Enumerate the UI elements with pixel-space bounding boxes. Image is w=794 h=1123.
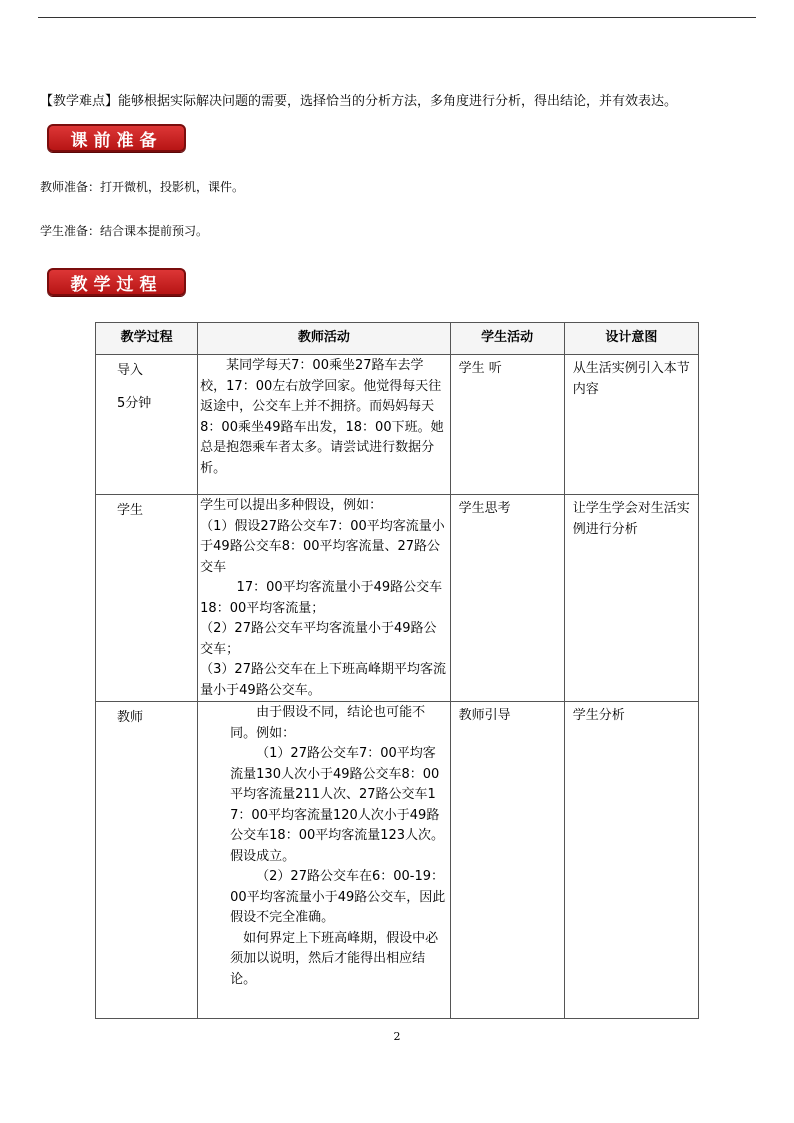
student-activity-cell: 学生思考	[450, 495, 564, 702]
teacher-paragraph: 如何界定上下班高峰期，假设中必须加以说明，然后才能得出相应结论。	[230, 930, 439, 987]
stage-label: 导入	[117, 363, 144, 378]
section-badge-process	[47, 268, 186, 296]
difficulty-label: 【教学难点】	[40, 94, 119, 109]
student-activity-cell: 教师引导	[450, 702, 564, 1019]
design-intent-cell: 学生分析	[564, 702, 698, 1019]
teacher-paragraph: （2）27路公交车平均客流量小于49路公交车；	[200, 621, 437, 657]
stage-cell	[96, 702, 198, 1019]
teacher-paragraph: 由于假设不同，结论也可能不同。例如：	[230, 705, 426, 741]
teaching-process-table	[95, 322, 699, 1019]
header-teacher-activity: 教师活动	[198, 323, 450, 355]
teacher-paragraph: （3）27路公交车在上下班高峰期平均客流量小于49路公交车。	[200, 662, 446, 698]
header-stage: 教学过程	[96, 323, 198, 355]
design-intent-cell: 让学生学会对生活实例进行分析	[564, 495, 698, 702]
teacher-paragraph: 学生可以提出多种假设，例如：	[200, 498, 383, 513]
header-design-intent: 设计意图	[564, 323, 698, 355]
teacher-paragraph: （1）27路公交车7：00平均客流量130人次小于49路公交车8：00平均客流量211人次、27路公交车17：00平均客流量120人次小于49路公交车18：00平均客流量123人次。假设成立。	[230, 746, 445, 864]
stage-cell	[96, 495, 198, 702]
table-row	[96, 702, 699, 1019]
section-title: 课前准备	[70, 130, 163, 151]
teacher-preparation: 教师准备：打开微机，投影机，课件。	[40, 180, 245, 194]
header-student-activity: 学生活动	[450, 323, 564, 355]
difficulty-text: 能够根据实际解决问题的需要，选择恰当的分析方法，多角度进行分析，得出结论，并有效表达。	[118, 94, 678, 109]
teacher-paragraph: 17：00平均客流量小于49路公交车18：00平均客流量；	[200, 580, 443, 616]
stage-duration: 5分钟	[117, 395, 152, 411]
table-row	[96, 495, 699, 702]
page-number: 2	[393, 1030, 401, 1043]
teacher-activity-block	[200, 703, 447, 990]
table-header-row	[96, 323, 699, 355]
teacher-activity-cell	[198, 495, 450, 702]
teaching-difficulty	[40, 93, 770, 111]
student-activity-cell: 学生 听	[450, 355, 564, 495]
stage-cell	[96, 355, 198, 495]
teacher-paragraph: （2）27路公交车在6：00-19：00平均客流量小于49路公交车，因此假设不完全准确。	[230, 869, 446, 925]
section-badge-preparation	[47, 124, 186, 152]
stage-label: 学生	[117, 503, 144, 518]
teacher-paragraph: 某同学每天7：00乘坐27路车去学校，17：00左右放学回家。他觉得每天往返途中，公交车上并不拥挤。而妈妈每天8：00乘坐49路车出发，18：00下班。她总是抱怨乘车者太多。请尝试进行数据分析。	[200, 358, 444, 476]
table-row	[96, 355, 699, 495]
teacher-activity-cell	[198, 702, 450, 1019]
teacher-paragraph: （1）假设27路公交车7：00平均客流量小于49路公交车8：00平均客流量、27路公交车	[200, 518, 445, 575]
teacher-activity-cell	[198, 355, 450, 495]
header-rule	[38, 17, 756, 18]
stage-label: 教师	[117, 710, 144, 725]
design-intent-cell: 从生活实例引入本节内容	[564, 355, 698, 495]
student-preparation: 学生准备：结合课本提前预习。	[40, 224, 209, 238]
section-title: 教学过程	[70, 274, 163, 295]
